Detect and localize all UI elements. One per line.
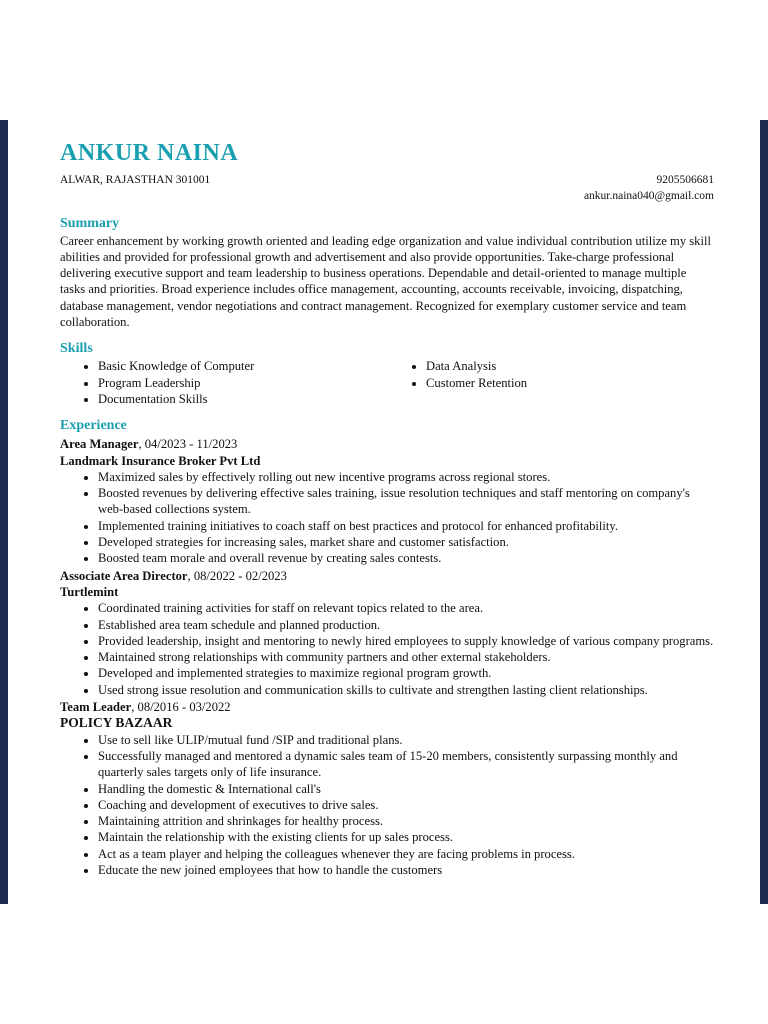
phone-number: 9205506681 xyxy=(656,174,714,186)
job-bullet: • Act as a team player and helping the colleagues whenever they are facing problems in process. xyxy=(98,846,714,862)
job-title-line xyxy=(60,699,714,715)
job-bullet: • Developed strategies for increasing sales, market share and customer satisfaction. xyxy=(98,534,714,550)
job-bullet: • Provided leadership, insight and mentoring to newly hired employees to supply knowledge of various company programs. xyxy=(98,633,714,649)
skill-item: • Data Analysis xyxy=(426,358,527,374)
job-entry xyxy=(60,436,714,566)
job-bullet: • Maintaining attrition and shrinkages for healthy process. xyxy=(98,813,714,829)
job-bullet: • Maintain the relationship with the existing clients for up sales process. xyxy=(98,829,714,845)
job-title: Associate Area Director xyxy=(60,568,188,583)
skill-item: • Program Leadership xyxy=(98,375,388,391)
skill-item: • Documentation Skills xyxy=(98,391,388,407)
job-bullet: • Maximized sales by effectively rolling out new incentive programs across regional stores. xyxy=(98,469,714,485)
job-bullet: • Coaching and development of executives to drive sales. xyxy=(98,797,714,813)
job-bullet: • Educate the new joined employees that how to handle the customers xyxy=(98,862,714,878)
job-dates: , 08/2022 - 02/2023 xyxy=(187,568,287,583)
skills-column-1 xyxy=(60,358,388,407)
job-bullet: • Established area team schedule and planned production. xyxy=(98,617,714,633)
job-bullet: • Boosted revenues by delivering effective sales training, issue resolution techniques and staff mentoring on company's web-based collections system. xyxy=(98,485,714,518)
job-title-line xyxy=(60,436,714,452)
job-entry xyxy=(60,568,714,698)
skills-column-2 xyxy=(388,358,527,407)
job-bullet: • Coordinated training activities for staff on relevant topics related to the area. xyxy=(98,600,714,616)
job-bullet: • Maintained strong relationships with community partners and other external stakeholders. xyxy=(98,649,714,665)
right-border-bar xyxy=(760,120,768,904)
job-title: Area Manager xyxy=(60,437,139,452)
company-name: POLICY BAZAAR xyxy=(60,715,173,731)
skills-list xyxy=(60,358,714,407)
job-title-line xyxy=(60,568,714,584)
job-bullet: • Developed and implemented strategies to maximize regional program growth. xyxy=(98,665,714,681)
candidate-name: ANKUR NAINA xyxy=(60,140,239,166)
job-entry xyxy=(60,699,714,878)
job-bullets xyxy=(60,732,714,879)
company-name: Landmark Insurance Broker Pvt Ltd xyxy=(60,453,261,468)
job-bullet: • Successfully managed and mentored a dynamic sales team of 15-20 members, consistently surpassing monthly and quarterly sales targets only of life insurance. xyxy=(98,748,714,781)
skill-item: • Basic Knowledge of Computer xyxy=(98,358,388,374)
job-bullets xyxy=(60,600,714,698)
job-bullet: • Implemented training initiatives to coach staff on best practices and protocol for enhanced profitability. xyxy=(98,518,714,534)
job-bullet: • Use to sell like ULIP/mutual fund /SIP and traditional plans. xyxy=(98,732,714,748)
left-border-bar xyxy=(0,120,8,904)
experience-heading: Experience xyxy=(60,418,127,434)
skill-item: • Customer Retention xyxy=(426,375,527,391)
job-bullets xyxy=(60,469,714,567)
resume-page xyxy=(60,138,714,878)
skills-heading: Skills xyxy=(60,341,93,357)
job-bullet: • Used strong issue resolution and communication skills to cultivate and strengthen lasting client relationships. xyxy=(98,682,714,698)
job-bullet: • Handling the domestic & International call's xyxy=(98,781,714,797)
job-bullet: • Boosted team morale and overall revenue by creating sales contests. xyxy=(98,550,714,566)
job-title: Team Leader xyxy=(60,700,132,715)
summary-heading: Summary xyxy=(60,215,120,231)
location: ALWAR, RAJASTHAN 301001 xyxy=(60,174,211,186)
job-dates: , 04/2023 - 11/2023 xyxy=(138,437,238,452)
email-address: ankur.naina040@gmail.com xyxy=(583,190,714,203)
contact-row xyxy=(60,172,714,188)
summary-text: Career enhancement by working growth oriented and leading edge organization and value individual contribution utilize my skill abilities and provided for professional growth and advertisement and also provide opportunities. Take-charge professional delivering executive support and team leadership to business operations. Dependable and detail-oriented to manage multiple tasks and priorities. Broad experience includes office management, accounting, accounts receivable, invoicing, dispatching, database management, vendor negotiations and contract management. Recognized for exemplary customer service and team collaboration. xyxy=(60,233,711,330)
job-dates: , 08/2016 - 03/2022 xyxy=(131,700,231,715)
company-name: Turtlemint xyxy=(60,584,119,599)
